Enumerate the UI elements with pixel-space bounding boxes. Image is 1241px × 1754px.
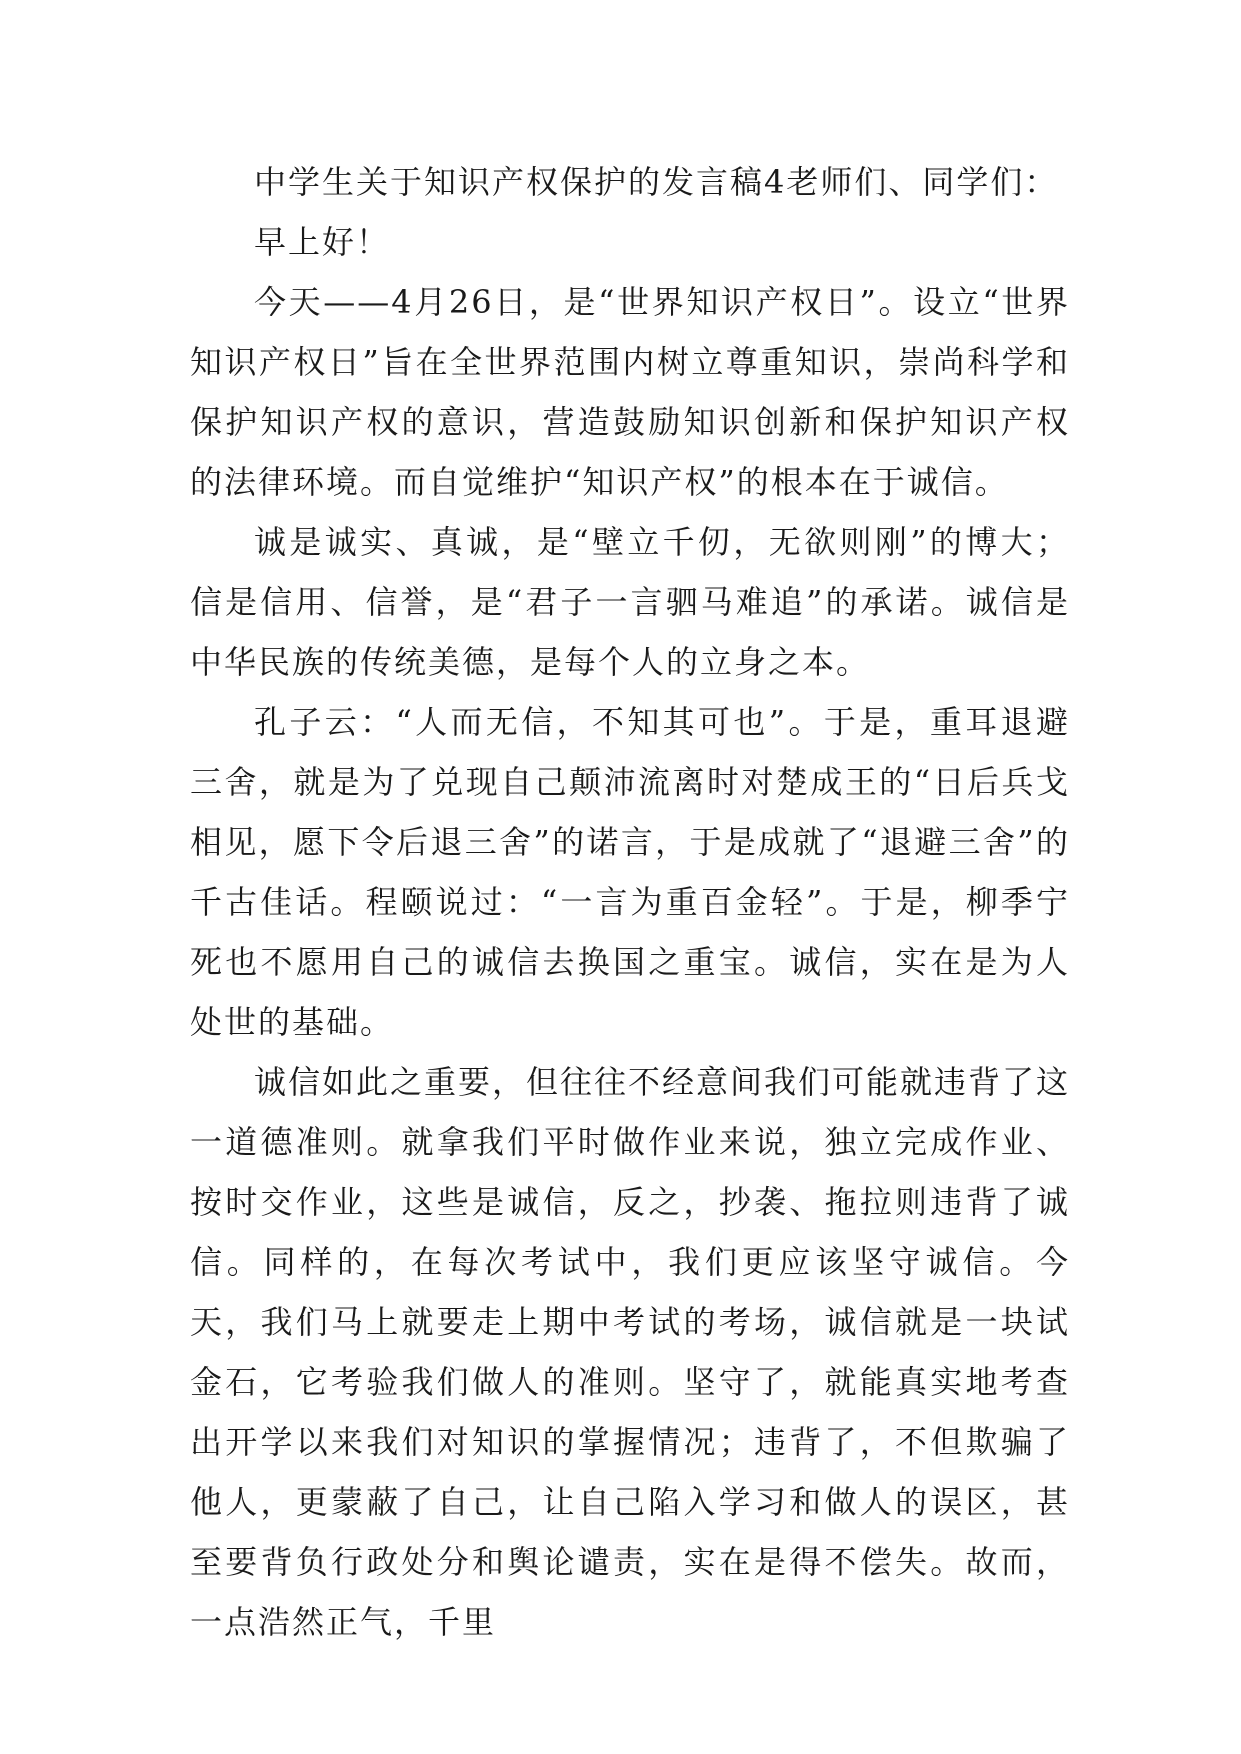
paragraph-title-greeting: 中学生关于知识产权保护的发言稿4老师们、同学们： <box>254 163 1059 201</box>
document-body <box>190 152 1070 1652</box>
paragraph-ip-day: 今天——4月26日，是“世界知识产权日”。设立“世界知识产权日”旨在全世界范围内树立尊重知识，崇尚科学和保护知识产权的意识，营造鼓励知识创新和保护知识产权的法律环境。而自觉维护“知识产权”的根本在于诚信。 <box>190 283 1070 501</box>
paragraph-good-morning: 早上好！ <box>254 223 391 261</box>
paragraph-historical-examples: 孔子云：“人而无信，不知其可也”。于是，重耳退避三舍，就是为了兑现自己颠沛流离时对楚成王的“日后兵戈相见，愿下令后退三舍”的诺言，于是成就了“退避三舍”的千古佳话。程颐说过：“一言为重百金轻”。于是，柳季宁死也不愿用自己的诚信去换国之重宝。诚信，实在是为人处世的基础。 <box>190 703 1070 1041</box>
paragraph-integrity-meaning: 诚是诚实、真诚，是“壁立千仞，无欲则刚”的博大；信是信用、信誉，是“君子一言驷马难追”的承诺。诚信是中华民族的传统美德，是每个人的立身之本。 <box>190 523 1070 681</box>
paragraph-integrity-in-study: 诚信如此之重要，但往往不经意间我们可能就违背了这一道德准则。就拿我们平时做作业来说，独立完成作业、按时交作业，这些是诚信，反之，抄袭、拖拉则违背了诚信。同样的，在每次考试中，我们更应该坚守诚信。今天，我们马上就要走上期中考试的考场，诚信就是一块试金石，它考验我们做人的准则。坚守了，就能真实地考查出开学以来我们对知识的掌握情况；违背了，不但欺骗了他人，更蒙蔽了自己，让自己陷入学习和做人的误区，甚至要背负行政处分和舆论谴责，实在是得不偿失。故而，一点浩然正气，千里 <box>190 1063 1071 1641</box>
